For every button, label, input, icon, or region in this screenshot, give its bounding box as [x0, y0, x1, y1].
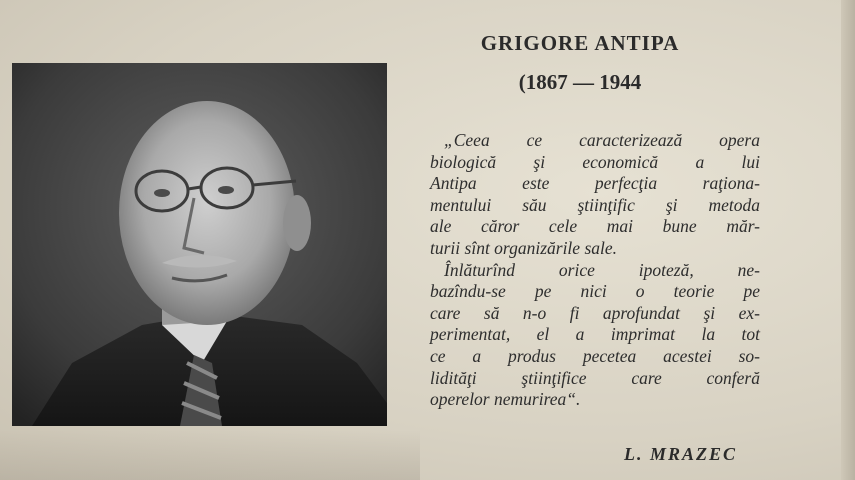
quote-line: „Ceea ce caracterizează opera [444, 130, 760, 150]
life-years: (1867 — 1944 [518, 70, 642, 94]
quote-line: lidităţi ştiinţifice care conferă [430, 367, 760, 388]
quote-line: biologică şi economică a lui [430, 151, 760, 172]
quote-text [430, 130, 760, 411]
page-shadow [0, 430, 420, 480]
quote-author: L. MRAZEC [624, 444, 738, 464]
portrait-photo [12, 63, 387, 426]
quote-line: ale căror cele mai bune măr- [430, 216, 760, 237]
quote-line: perimentat, el a imprimat la tot [430, 324, 760, 345]
quote-line: mentului său ştiinţific şi metoda [430, 194, 760, 215]
quote-line: turii sînt organizările sale. [430, 237, 618, 258]
quote-line: operelor nemurirea“. [430, 389, 581, 410]
quote-line: care să n-o fi aprofundat şi ex- [430, 302, 760, 323]
quote-line: Înlăturînd orice ipoteză, ne- [444, 259, 760, 280]
page-edge [841, 0, 855, 480]
quote-line: bazîndu-se pe nici o teorie pe [430, 281, 760, 302]
quote-line: Antipa este perfecţia raţiona- [430, 173, 760, 194]
quote-line: ce a produs pecetea acestei so- [430, 345, 760, 366]
page-title: GRIGORE ANTIPA [480, 31, 680, 55]
